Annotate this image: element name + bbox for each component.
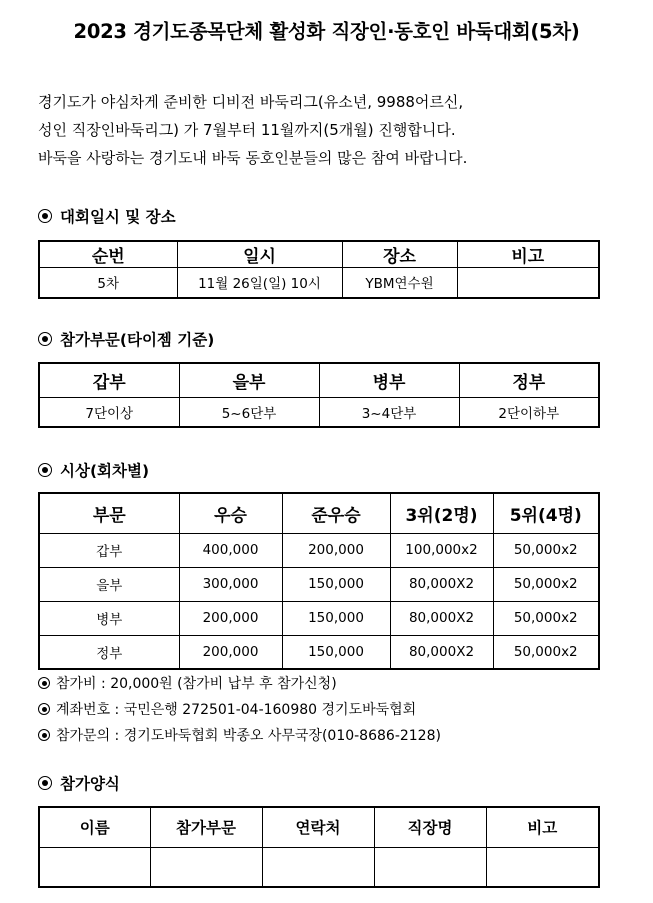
bullet-icon bbox=[38, 677, 50, 689]
note-text: 참가문의 : 경기도바둑협회 박종오 사무국장(010-8686-2128) bbox=[56, 728, 441, 744]
prizes-header: 부문 bbox=[39, 493, 179, 533]
divisions-header: 병부 bbox=[319, 363, 459, 397]
divisions-cell: 7단이상 bbox=[39, 397, 179, 427]
prizes-cell: 150,000 bbox=[282, 601, 390, 635]
schedule-cell bbox=[457, 268, 599, 298]
schedule-header: 순번 bbox=[39, 241, 177, 268]
schedule-cell: 5차 bbox=[39, 268, 177, 298]
divisions-heading bbox=[38, 328, 214, 350]
form-blank-cell bbox=[262, 847, 374, 887]
note-item bbox=[38, 697, 441, 723]
bullet-icon bbox=[38, 332, 52, 346]
divisions-cell: 5~6단부 bbox=[179, 397, 319, 427]
prizes-header: 5위(4명) bbox=[493, 493, 599, 533]
prizes-cell: 80,000X2 bbox=[390, 635, 493, 669]
divisions-header: 정부 bbox=[459, 363, 599, 397]
schedule-cell: YBM연수원 bbox=[342, 268, 457, 298]
prizes-heading-label: 시상(회차별) bbox=[60, 462, 150, 480]
form-header: 이름 bbox=[39, 807, 150, 847]
schedule-heading bbox=[38, 205, 176, 227]
schedule-heading-label: 대회일시 및 장소 bbox=[60, 208, 176, 226]
form-header: 직장명 bbox=[374, 807, 486, 847]
form-heading bbox=[38, 772, 120, 794]
bullet-icon bbox=[38, 209, 52, 223]
prizes-cell: 50,000x2 bbox=[493, 635, 599, 669]
schedule-header: 장소 bbox=[342, 241, 457, 268]
form-blank-cell bbox=[486, 847, 599, 887]
form-blank-cell bbox=[150, 847, 262, 887]
intro-line: 바둑을 사랑하는 경기도내 바둑 동호인분들의 많은 참여 바랍니다. bbox=[38, 149, 468, 167]
page-title: 2023 경기도종목단체 활성화 직장인·동호인 바둑대회(5차) bbox=[73, 20, 580, 43]
prizes-heading bbox=[38, 459, 149, 481]
divisions-header: 을부 bbox=[179, 363, 319, 397]
prizes-cell: 정부 bbox=[39, 635, 179, 669]
intro-line: 경기도가 야심차게 준비한 디비전 바둑리그(유소년, 9988어르신, bbox=[38, 93, 464, 111]
form-table bbox=[38, 806, 600, 888]
prizes-table bbox=[38, 492, 600, 670]
prizes-cell: 200,000 bbox=[179, 601, 282, 635]
prizes-cell: 50,000x2 bbox=[493, 533, 599, 567]
prizes-header: 우승 bbox=[179, 493, 282, 533]
bullet-icon bbox=[38, 703, 50, 715]
form-blank-cell bbox=[39, 847, 150, 887]
form-header: 비고 bbox=[486, 807, 599, 847]
prizes-cell: 150,000 bbox=[282, 567, 390, 601]
prizes-cell: 100,000x2 bbox=[390, 533, 493, 567]
note-item bbox=[38, 723, 441, 749]
prizes-cell: 80,000X2 bbox=[390, 601, 493, 635]
prizes-cell: 300,000 bbox=[179, 567, 282, 601]
prizes-cell: 갑부 bbox=[39, 533, 179, 567]
notes-list bbox=[38, 671, 441, 749]
prizes-cell: 400,000 bbox=[179, 533, 282, 567]
form-heading-label: 참가양식 bbox=[60, 775, 120, 793]
divisions-cell: 3~4단부 bbox=[319, 397, 459, 427]
prizes-cell: 50,000x2 bbox=[493, 601, 599, 635]
intro-line: 성인 직장인바둑리그) 가 7월부터 11월까지(5개월) 진행합니다. bbox=[38, 121, 456, 139]
prizes-cell: 200,000 bbox=[179, 635, 282, 669]
form-header: 참가부문 bbox=[150, 807, 262, 847]
schedule-header: 비고 bbox=[457, 241, 599, 268]
bullet-icon bbox=[38, 729, 50, 741]
divisions-heading-label: 참가부문(타이젬 기준) bbox=[60, 331, 215, 349]
form-header: 연락처 bbox=[262, 807, 374, 847]
divisions-header: 갑부 bbox=[39, 363, 179, 397]
bullet-icon bbox=[38, 776, 52, 790]
prizes-cell: 200,000 bbox=[282, 533, 390, 567]
prizes-header: 3위(2명) bbox=[390, 493, 493, 533]
schedule-header: 일시 bbox=[177, 241, 342, 268]
note-item bbox=[38, 671, 441, 697]
bullet-icon bbox=[38, 463, 52, 477]
prizes-cell: 병부 bbox=[39, 601, 179, 635]
divisions-cell: 2단이하부 bbox=[459, 397, 599, 427]
prizes-header: 준우승 bbox=[282, 493, 390, 533]
note-text: 참가비 : 20,000원 (참가비 납부 후 참가신청) bbox=[56, 676, 337, 692]
schedule-cell: 11월 26일(일) 10시 bbox=[177, 268, 342, 298]
prizes-cell: 50,000x2 bbox=[493, 567, 599, 601]
form-blank-cell bbox=[374, 847, 486, 887]
note-text: 계좌번호 : 국민은행 272501-04-160980 경기도바둑협회 bbox=[56, 702, 417, 718]
divisions-table bbox=[38, 362, 600, 428]
prizes-cell: 80,000X2 bbox=[390, 567, 493, 601]
intro-paragraph bbox=[38, 88, 618, 172]
schedule-table bbox=[38, 240, 600, 299]
prizes-cell: 150,000 bbox=[282, 635, 390, 669]
prizes-cell: 을부 bbox=[39, 567, 179, 601]
